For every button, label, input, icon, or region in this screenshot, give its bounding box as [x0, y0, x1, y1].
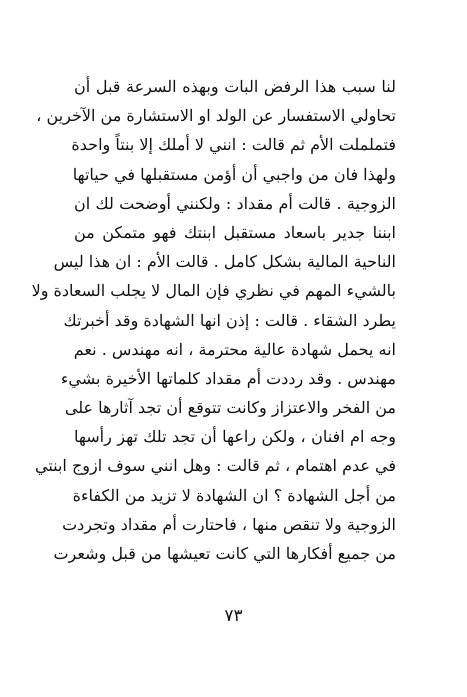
page-number: ٧٣ — [224, 606, 243, 626]
text-line-7: الناحية المالية بشكل كامل . قالت الأم : ان هذا ليس — [53, 252, 396, 272]
text-line-9: يطرد الشقاء . قالت : إذن انها الشهادة وقد أخبرتك — [63, 310, 396, 330]
text-line-5: الزوجية . قالت أم مقداد : ولكنني أوضحت لك ان — [74, 193, 396, 213]
text-line-17: من جميع أفكارها التي كانت تعيشها من قبل وشعرت — [53, 544, 396, 563]
text-line-1: لنا سبب هذا الرفض البات وبهذه السرعة قبل أن — [74, 77, 396, 96]
text-line-4: ولهذا فان من واجبي أن أؤمن مستقبلها في حياتها — [72, 164, 396, 184]
text-line-11: مهندس . وقد رددت أم مقداد كلماتها الأخيرة بشيء — [60, 368, 396, 388]
text-line-14: في عدم اهتمام ، ثم قالت : وهل انني سوف ازوج ابنتي — [34, 456, 396, 476]
text-line-10: انه يحمل شهادة عالية محترمة ، انه مهندس . نعم — [73, 339, 396, 359]
text-line-15: من أجل الشهادة ؟ ان الشهادة لا تزيد من الكفاءة — [72, 485, 396, 505]
text-line-6: ابننا جدير باسعاد مستقبل ابنتك فهو متمكن من — [74, 222, 396, 242]
text-line-16: الزوجية ولا تنقص منها ، فاحتارت أم مقداد وتجردت — [62, 514, 396, 534]
text-line-3: فتململت الأم ثم قالت : انني لا أملك إلا بنتاً واحدة — [71, 135, 396, 155]
text-line-12: من الفخر والاعتزاز وكانت تتوقع أن تجد آثارها على — [64, 398, 396, 418]
text-line-8: بالشيء المهم في نظري فإن المال لا يجلب السعادة ولا — [31, 281, 396, 301]
text-line-13: وجه ام افنان ، ولكن راعها أن تجد تلك تهز رأسها — [74, 427, 396, 447]
body-text — [31, 72, 396, 568]
text-line-2: تحاولي الاستفسار عن الولد او الاستشارة من الآخرين ، — [36, 106, 396, 126]
